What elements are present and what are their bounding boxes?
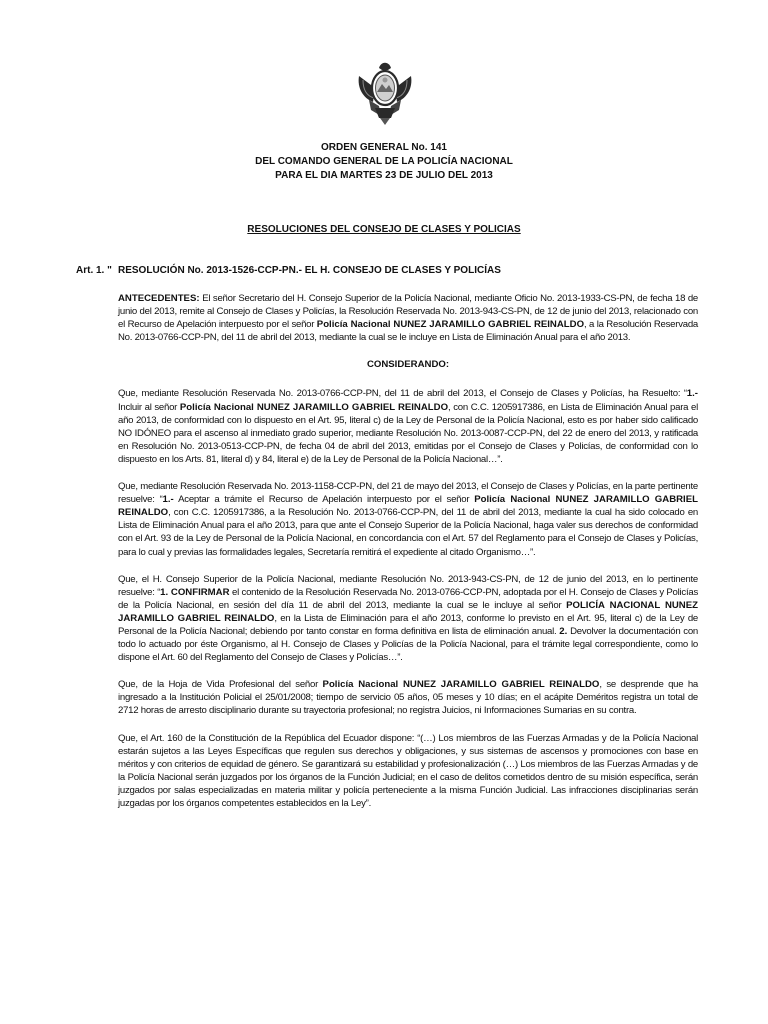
officer-name: Policía Nacional NUNEZ JARAMILLO GABRIEL REINALDO	[322, 679, 600, 691]
considerando-heading: CONSIDERANDO:	[366, 359, 450, 371]
officer-name: Policía Nacional NUNEZ JARAMILLO GABRIEL REINALDO	[179, 401, 449, 413]
paragraph-5: Que, el Art. 160 de la Constitución de la República del Ecuador dispone: “(…) Los miembros de las Fuerzas Armadas y de la Policía Nacional estarán sujetos a las Leyes Específicas que regulen sus derechos y obligaciones, y sus sistemas de ascensos y promociones con base en méritos y con criterios de equidad de género. Se garantizará su estabilidad y profesionalización (…) Los miembros de las Fuerzas Armadas y de la Policía Nacional serán juzgados por los órganos de la Función Judicial; en el caso de delitos cometidos dentro de su misión específica, serán juzgados por salas especializadas en materia militar y policía perteneciente a la misma Función Judicial. Las infracciones disciplinarias serán juzgadas por los órganos competentes establecidos en la Ley”.	[118, 732, 698, 809]
paragraph-4: Que, de la Hoja de Vida Profesional del señor Policía Nacional NUNEZ JARAMILLO GABRIEL REINALDO, se desprende que ha ingresado a la Institución Policial el 25/01/2008; tiempo de servicio 05 años, 05 meses y 10 días; en el acápite Deméritos registra un total de 2712 horas de arresto disciplinario durante su trayectoria profesional; no registra Juicios, ni Informaciones Sumarias en su contra.	[118, 679, 699, 717]
section-title: RESOLUCIONES DEL CONSEJO DE CLASES Y POLICIAS	[247, 224, 521, 235]
order-number: ORDEN GENERAL No. 141	[321, 142, 447, 153]
officer-name: Policía Nacional NUNEZ JARAMILLO GABRIEL REINALDO	[316, 319, 585, 331]
police-emblem-icon	[355, 58, 415, 128]
paragraph-3: Que, el H. Consejo Superior de la Policía Nacional, mediante Resolución No. 2013-943-CS-PN, de 12 de junio del 2013, en lo pertinente resuelve: “1. CONFIRMAR el contenido de la Resolución Reservada No. 2013-0766-CCP-PN, adoptada por el H. Consejo de Clases y Policías de la Policía Nacional, en sesión del día 11 de abril del 2013, mediante la cual se le incluye al señor POLICÍA NACIONAL NUNEZ JARAMILLO GABRIEL REINALDO, en la Lista de Eliminación para el año 2013, conforme lo previsto en el Art. 95, literal c) de la Ley de Personal de la Policía Nacional; debiendo por tanto constar en forma definitiva en lista de eliminación anual. 2. Devolver la documentación con todo lo actuado por éste Organismo, al H. Consejo de Clases y Policías de la Policía Nacional, para el trámite legal correspondiente, como lo dispone el Art. 60 del Reglamento del Consejo de Clases y Policías…”.	[118, 573, 699, 664]
antecedentes-label: ANTECEDENTES:	[118, 293, 200, 304]
antecedentes-paragraph: ANTECEDENTES: El señor Secretario del H. Consejo Superior de la Policía Nacional, mediante Oficio No. 2013-1933-CS-PN, de fecha 18 de junio del 2013, remite al Consejo de Clases y Policías, la Resolución Reservada No. 2013-943-CS-PN, de 12 de junio del 2013, relacionado con el Recurso de Apelación interpuesto por el señor Policía Nacional NUNEZ JARAMILLO GABRIEL REINALDO, a la Resolución Reservada No. 2013-0766-CCP-PN, del 11 de abril del 2013, mediante la cual se le incluye en Lista de Eliminación Anual para el año 2013.	[118, 293, 699, 344]
article-heading	[76, 265, 696, 276]
order-header	[0, 141, 768, 183]
officer-name: POLICÍA NACIONAL NUNEZ JARAMILLO GABRIEL REINALDO	[118, 599, 698, 624]
resolution-title: RESOLUCIÓN No. 2013-1526-CCP-PN.- EL H. CONSEJO DE CLASES Y POLICÍAS	[118, 265, 501, 276]
order-date: PARA EL DIA MARTES 23 DE JULIO DEL 2013	[275, 170, 493, 181]
paragraph-2: Que, mediante Resolución Reservada No. 2013-1158-CCP-PN, del 21 de mayo del 2013, el Consejo de Clases y Policías, en la parte pertinente resuelve: “1.- Aceptar a trámite el Recurso de Apelación interpuesto por el señor Policía Nacional NUNEZ JARAMILLO GABRIEL REINALDO, con C.C. 1205917386, a la Resolución No. 2013-0766-CCP-PN, del 11 de abril del 2013, mediante la cual ha sido colocado en Lista de Eliminación Anual para el año 2013, para que ante el Consejo Superior de la Policía Nacional, haga valer sus derechos de conformidad con el Art. 93 de la Ley de Personal de la Policía Nacional, en concordancia con el Art. 57 del Reglamento para el Consejo de Clases y Policías, para lo cual y previas las formalidades legales, Secretaría remitirá el expediente al citado Organismo…”.	[118, 481, 698, 558]
document-body	[118, 292, 698, 824]
paragraph-1: Que, mediante Resolución Reservada No. 2013-0766-CCP-PN, del 11 de abril del 2013, el Consejo de Clases y Policías, ha Resuelto: “1.- Incluir al señor Policía Nacional NUNEZ JARAMILLO GABRIEL REINALDO, con C.C. 1205917386, en Lista de Eliminación Anual para el año 2013, de conformidad con lo dispuesto en el Art. 95, literal c) de la Ley de Personal de la Policía Nacional, esto es por haber sido calificado NO IDÓNEO para el ascenso al inmediato grado superior, mediante Resolución No. 2013-0087-CCP-PN, del 22 de enero del 2013, y ratificada en Resolución No. 2013-0513-CCP-PN, de fecha 04 de abril del 2013, emitidas por el Consejo de Clases y Policías, de conformidad con lo dispuesto en los Arts. 81, literal d) y 84, literal e) de la Ley de Personal de la Policía Nacional…”.	[118, 388, 698, 465]
command-name: DEL COMANDO GENERAL DE LA POLICÍA NACIONAL	[255, 156, 513, 167]
article-number: Art. 1. "	[76, 265, 112, 276]
officer-name: Policía Nacional NUNEZ JARAMILLO GABRIEL REINALDO	[118, 494, 698, 519]
